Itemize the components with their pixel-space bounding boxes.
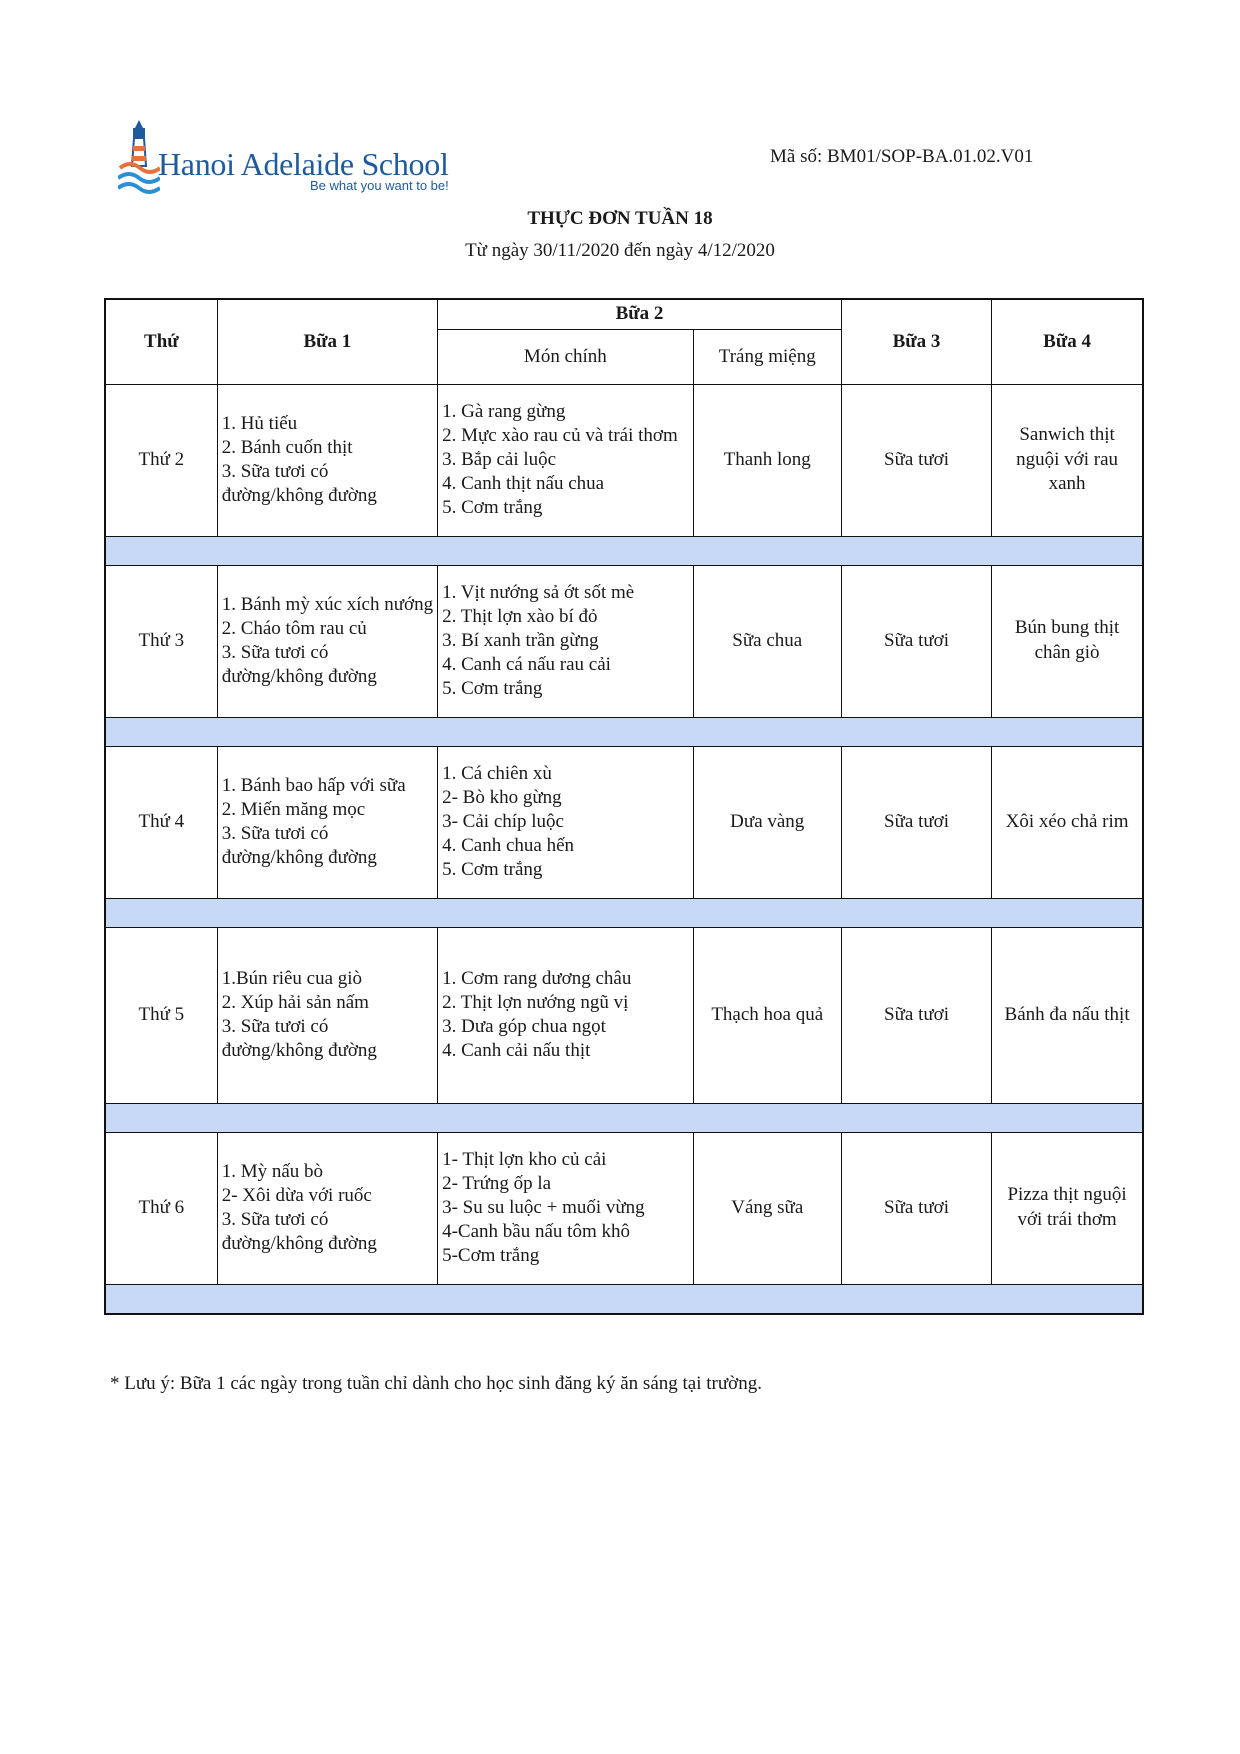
table-row (105, 384, 1143, 536)
main-dish-item: 4. Canh cá nấu rau cải (442, 654, 611, 676)
main-dish-item: 5. Cơm trắng (442, 497, 543, 519)
meal4-cell: Sanwich thịt nguội với rau xanh (992, 384, 1143, 536)
meal1-cell (217, 746, 437, 898)
main-dish-item: 1. Cơm rang dương châu (442, 967, 632, 989)
logo-tagline: Be what you want to be! (310, 178, 449, 193)
lighthouse-icon (118, 116, 160, 206)
day-cell: Thứ 4 (105, 746, 217, 898)
meal1-cell (217, 927, 437, 1103)
dessert-cell: Dưa vàng (693, 746, 841, 898)
page-title: THỰC ĐƠN TUẦN 18 (527, 208, 713, 229)
row-separator (105, 717, 1143, 746)
main-dish-item: 2. Mực xào rau củ và trái thơm (442, 424, 678, 446)
main-dish-item: 4. Canh chua hến (442, 835, 575, 857)
menu-table (104, 298, 1144, 1315)
meal1-item: 2- Xôi dừa với ruốc (221, 1184, 372, 1206)
meal4-cell: Pizza thịt nguội với trái thơm (992, 1132, 1143, 1284)
separator-band (105, 898, 1143, 927)
menu-body (105, 384, 1143, 1314)
main-dish-item: 3. Bí xanh trần gừng (442, 629, 599, 651)
dessert-cell: Thanh long (693, 384, 841, 536)
main-dish-cell (438, 384, 693, 536)
meal1-cell (217, 384, 437, 536)
main-dish-item: 3- Cải chíp luộc (442, 810, 564, 832)
logo-name: Hanoi Adelaide School (158, 146, 449, 182)
separator-band (105, 717, 1143, 746)
meal4-cell: Bún bung thịt chân giò (992, 565, 1143, 717)
table-row (105, 746, 1143, 898)
dessert-cell: Thạch hoa quả (693, 927, 841, 1103)
school-logo (118, 116, 478, 206)
main-dish-item: 4-Canh bầu nấu tôm khô (442, 1221, 630, 1243)
main-dish-item: 3- Su su luộc + muối vừng (442, 1196, 645, 1218)
header-meal1: Bữa 1 (217, 299, 437, 384)
main-dish-item: 2. Thịt lợn xào bí đỏ (442, 605, 598, 627)
main-dish-item: 5-Cơm trắng (442, 1245, 540, 1267)
header-dessert: Tráng miệng (693, 329, 841, 384)
meal3-cell: Sữa tươi (841, 746, 991, 898)
meal1-item: 1. Bánh mỳ xúc xích nướng (221, 593, 434, 615)
form-code: Mã số: BM01/SOP-BA.01.02.V01 (770, 146, 1034, 167)
main-dish-item: 1. Gà rang gừng (442, 400, 566, 422)
table-row (105, 565, 1143, 717)
date-range: Từ ngày 30/11/2020 đến ngày 4/12/2020 (465, 240, 775, 261)
meal3-cell: Sữa tươi (841, 927, 991, 1103)
day-cell: Thứ 6 (105, 1132, 217, 1284)
day-cell: Thứ 3 (105, 565, 217, 717)
main-dish-item: 4. Canh thịt nấu chua (442, 473, 605, 495)
main-dish-item: 4. Canh cải nấu thịt (442, 1040, 591, 1062)
meal1-item: 3. Sữa tươi có đường/không đường (221, 642, 377, 688)
meal1-item: 2. Miến măng mọc (221, 798, 366, 820)
meal1-item: 1. Hủ tiếu (221, 412, 298, 434)
separator-band (105, 1103, 1143, 1132)
dessert-cell: Váng sữa (693, 1132, 841, 1284)
header-meal4: Bữa 4 (992, 299, 1143, 384)
main-dish-item: 1- Thịt lợn kho củ cải (442, 1148, 607, 1170)
dessert-cell: Sữa chua (693, 565, 841, 717)
main-dish-cell (438, 565, 693, 717)
main-dish-item: 5. Cơm trắng (442, 859, 543, 881)
row-separator (105, 536, 1143, 565)
row-separator (105, 1103, 1143, 1132)
separator-band (105, 536, 1143, 565)
header-meal3: Bữa 3 (841, 299, 991, 384)
meal1-item: 2. Xúp hải sản nấm (221, 991, 369, 1013)
table-row (105, 1132, 1143, 1284)
meal3-cell: Sữa tươi (841, 565, 991, 717)
main-dish-item: 2- Bò kho gừng (442, 786, 562, 808)
main-dish-item: 2. Thịt lợn nướng ngũ vị (442, 991, 629, 1013)
table-row (105, 927, 1143, 1103)
main-dish-item: 3. Bắp cải luộc (442, 448, 557, 470)
meal4-cell: Bánh đa nấu thịt (992, 927, 1143, 1103)
main-dish-cell (438, 1132, 693, 1284)
meal4-cell: Xôi xéo chả rim (992, 746, 1143, 898)
meal1-item: 2. Bánh cuốn thịt (221, 436, 353, 458)
day-cell: Thứ 2 (105, 384, 217, 536)
main-dish-item: 1. Vịt nướng sả ớt sốt mè (442, 581, 635, 603)
meal1-item: 3. Sữa tươi có đường/không đường (221, 1209, 377, 1255)
meal1-item: 3. Sữa tươi có đường/không đường (221, 461, 377, 507)
main-dish-cell (438, 746, 693, 898)
meal1-item: 1. Mỳ nấu bò (221, 1160, 324, 1182)
meal3-cell: Sữa tươi (841, 384, 991, 536)
meal1-item: 1.Bún riêu cua giò (221, 967, 363, 989)
separator-band (105, 1284, 1143, 1314)
meal1-cell (217, 1132, 437, 1284)
header-day: Thứ (105, 299, 217, 384)
row-separator (105, 898, 1143, 927)
main-dish-item: 3. Dưa góp chua ngọt (442, 1016, 606, 1037)
meal1-item: 1. Bánh bao hấp với sữa (221, 774, 406, 796)
main-dish-item: 1. Cá chiên xù (442, 762, 552, 784)
meal3-cell: Sữa tươi (841, 1132, 991, 1284)
day-cell: Thứ 5 (105, 927, 217, 1103)
meal1-item: 3. Sữa tươi có đường/không đường (221, 823, 377, 869)
footnote: * Lưu ý: Bữa 1 các ngày trong tuần chỉ dành cho học sinh đăng ký ăn sáng tại trường. (110, 1373, 762, 1394)
meal1-cell (217, 565, 437, 717)
meal1-item: 2. Cháo tôm rau củ (221, 617, 367, 639)
main-dish-item: 5. Cơm trắng (442, 678, 543, 700)
main-dish-item: 2- Trứng ốp la (442, 1172, 552, 1194)
row-separator (105, 1284, 1143, 1314)
header-main-dish: Món chính (438, 329, 693, 384)
header-meal2: Bữa 2 (438, 299, 842, 329)
main-dish-cell (438, 927, 693, 1103)
meal1-item: 3. Sữa tươi có đường/không đường (221, 1016, 377, 1062)
